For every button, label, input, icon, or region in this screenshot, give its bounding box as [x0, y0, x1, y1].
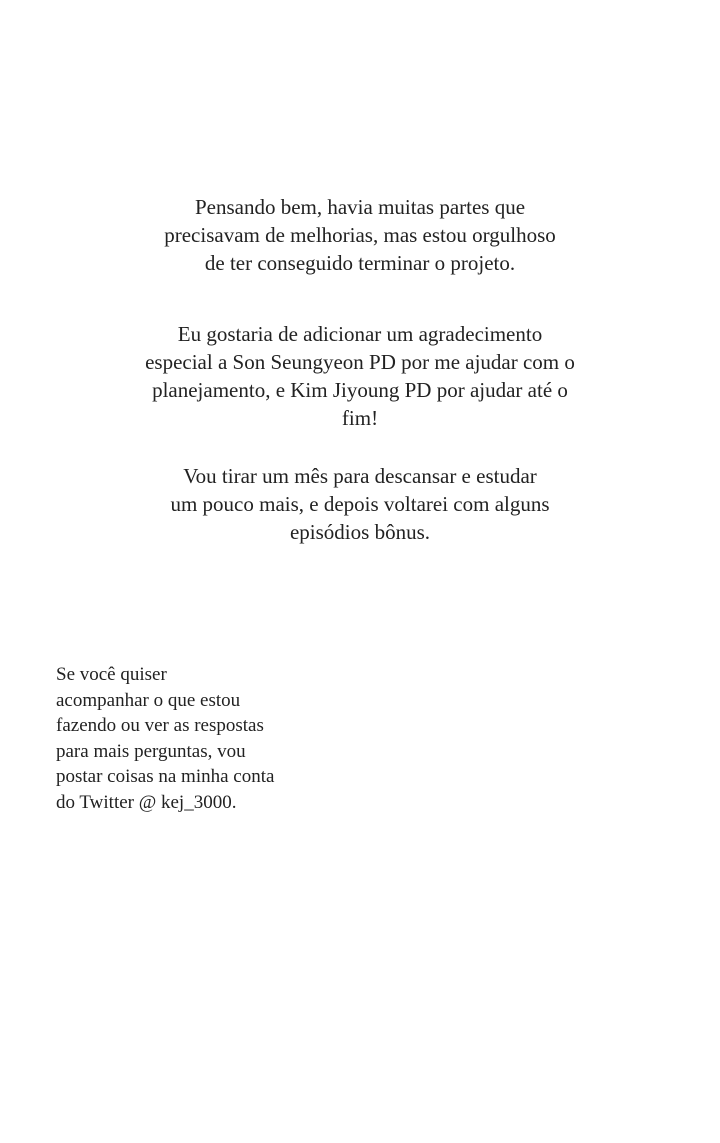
text-line: postar coisas na minha conta	[56, 766, 275, 787]
text-line: precisavam de melhorias, mas estou orgulhoso	[164, 223, 556, 247]
text-line: episódios bônus.	[289, 520, 430, 544]
text-line: Pensando bem, havia muitas partes que	[194, 195, 526, 219]
text-line: acompanhar o que estou	[56, 689, 241, 711]
text-line: fim!	[341, 406, 379, 430]
text-line: do Twitter @ kej_3000.	[56, 791, 237, 813]
text-line: especial a Son Seungyeon PD por me ajudar com o	[145, 350, 575, 374]
text-line: um pouco mais, e depois voltarei com alguns	[170, 492, 550, 516]
paragraph-reflection	[0, 193, 720, 277]
text-line: Eu gostaria de adicionar um agradecimento	[177, 322, 543, 346]
text-line: fazendo ou ver as respostas	[56, 715, 264, 736]
paragraph-acknowledgement	[0, 320, 720, 432]
text-line: planejamento, e Kim Jiyoung PD por ajudar até o	[152, 378, 568, 402]
text-line: Se você quiser	[56, 664, 167, 685]
text-line: Vou tirar um mês para descansar e estudar	[183, 464, 537, 488]
paragraph-break-announcement	[0, 462, 720, 546]
twitter-note	[56, 662, 274, 815]
text-line: para mais perguntas, vou	[56, 740, 246, 762]
text-line: de ter conseguido terminar o projeto.	[204, 251, 516, 275]
